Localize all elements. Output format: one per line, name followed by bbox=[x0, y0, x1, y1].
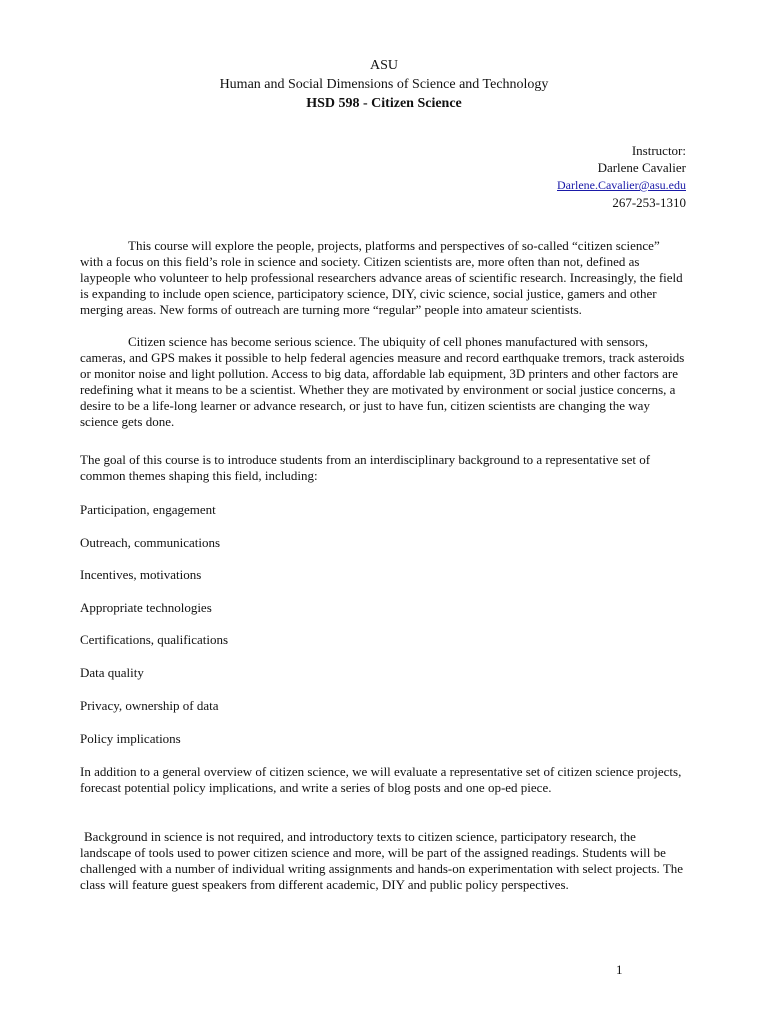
theme-item: Policy implications bbox=[80, 731, 181, 746]
overview-paragraph: In addition to a general overview of citizen science, we will evaluate a representative set of citizen science projects, forecast potential policy implications, and write a series of blog posts and one op-ed piece. bbox=[80, 764, 682, 795]
institution-name: ASU bbox=[369, 58, 398, 73]
program-name: Human and Social Dimensions of Science and Technology bbox=[219, 77, 549, 92]
theme-item: Appropriate technologies bbox=[80, 600, 212, 615]
background-paragraph: Background in science is not required, and introductory texts to citizen science, participatory research, the landscape of tools used to power citizen science and more, will be part of the assigned readings. Students will be challenged with a number of individual writing assignments and hands-on experimentation with select projects. The class will feature guest speakers from different academic, DIY and public policy perspectives. bbox=[80, 829, 684, 892]
instructor-block bbox=[557, 142, 686, 211]
theme-item: Certifications, qualifications bbox=[80, 632, 229, 647]
theme-item: Privacy, ownership of data bbox=[80, 698, 219, 713]
instructor-label: Instructor: bbox=[631, 143, 686, 158]
theme-item: Data quality bbox=[80, 665, 144, 680]
instructor-email-link[interactable]: Darlene.Cavalier@asu.edu bbox=[557, 178, 686, 192]
document-header bbox=[0, 56, 768, 113]
course-title: HSD 598 - Citizen Science bbox=[306, 96, 462, 111]
instructor-phone: 267-253-1310 bbox=[612, 195, 686, 210]
page-number: 1 bbox=[616, 962, 623, 977]
intro-paragraph: This course will explore the people, projects, platforms and perspectives of so-called “citizen science” with a focus on this field’s role in science and society. Citizen scientists are, more often than not, defined as laypeople who volunteer to help professional researchers advance areas of scientific research. Increasingly, the field is expanding to include open science, participatory science, DIY, civic science, social justice, gamers and other merging areas. New forms of outreach are turning more “regular” people into amateur scientists. bbox=[80, 238, 683, 317]
instructor-name: Darlene Cavalier bbox=[597, 160, 686, 175]
serious-science-paragraph: Citizen science has become serious science. The ubiquity of cell phones manufactured with sensors, cameras, and GPS makes it possible to help federal agencies measure and record earthquake tremors, track asteroids or monitor noise and light pollution. Access to big data, affordable lab equipment, 3D printers and other factors are redefining what it means to be a scientist. Whether they are motivated by environment or social justice concerns, a desire to be a life-long learner or advance research, or just to have fun, citizen scientists are changing the way science gets done. bbox=[80, 334, 685, 429]
goal-paragraph: The goal of this course is to introduce students from an interdisciplinary background to a representative set of common themes shaping this field, including: bbox=[80, 452, 651, 483]
theme-item: Participation, engagement bbox=[80, 502, 216, 517]
theme-item: Outreach, communications bbox=[80, 535, 221, 550]
theme-item: Incentives, motivations bbox=[80, 567, 202, 582]
